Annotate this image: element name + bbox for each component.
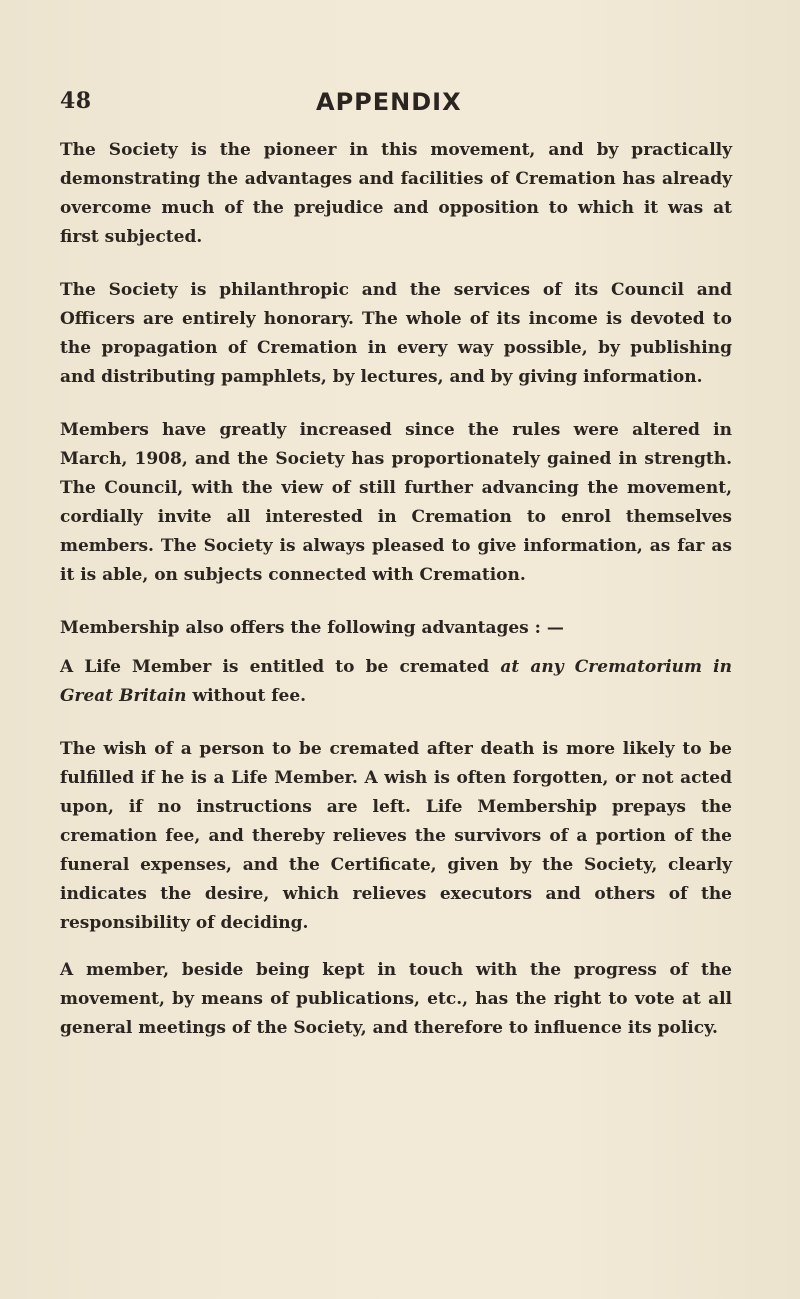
paragraph-members-increased: Members have greatly increased since the rules were altered in March, 1908, and the Society has proportionately gained in strength. The Council, with the view of still further advancing the movement, cordially invite all interested in Cremation to enrol themselves members. The Society is always pleased to give information, as far as it is able, on subjects connected with Cremation. [60,420,732,585]
life-member-text-start: A Life Member is entitled to be cremated [60,657,501,677]
paragraph-philanthropic: The Society is philanthropic and the services of its Council and Officers are entirely honorary. The whole of its income is devoted to the propagation of Cremation in every way possible, by publishing and distributing pamphlets, by lectures, and by giving information. [60,280,732,387]
life-member-italic-text: at any Crematorium in Great Britain [60,657,732,706]
paragraph-membership-advantages: Membership also offers the following advantages : — [60,618,564,638]
paragraph-wish-of-person: The wish of a person to be cremated after death is more likely to be fulfilled if he is a Life Member. A wish is often forgotten, or not acted upon, if no instructions are left. Life Membership prepays the cremation fee, and thereby relieves the survivors of a portion of the funeral expenses, and the Certificate, given by the Society, clearly indicates the desire, which relieves executors and others of the responsibility of deciding. [60,739,732,933]
page-number: 48 [60,88,92,114]
running-head: APPENDIX [316,88,462,116]
paragraph-pioneer: The Society is the pioneer in this movement, and by practically demonstrating the advantages and facilities of Cremation has already overcome much of the prejudice and opposition to which it was at first subjected. [60,140,732,247]
paragraph-life-member [60,653,732,711]
life-member-text-end: without fee. [186,686,307,706]
body-text [60,136,732,1067]
page-header [0,88,800,128]
paragraph-member-rights: A member, beside being kept in touch with the progress of the movement, by means of publications, etc., has the right to vote at all general meetings of the Society, and therefore to influence its policy. [60,960,732,1038]
